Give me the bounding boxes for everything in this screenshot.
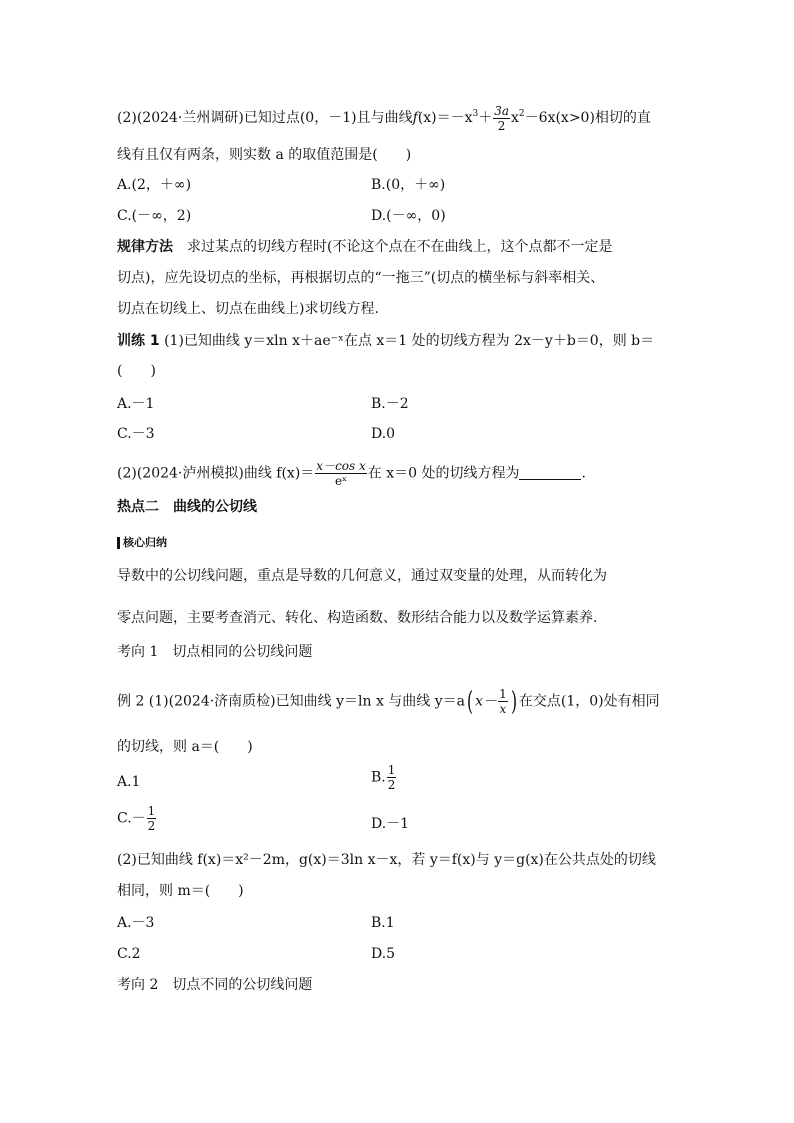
train1-label: 训练 1 [117, 333, 160, 349]
train1-q2-den: eˣ [334, 474, 348, 488]
q2-line-1-mid: (x)＝－x [417, 110, 473, 126]
ex2-option-c-fraction [147, 805, 157, 832]
train1-q2-line [117, 460, 586, 487]
q2-option-d: D.(－∞，0) [371, 208, 446, 224]
core-line-2: 零点问题，主要考查消元、转化、构造函数、数形结合能力以及数学运算素养. [117, 610, 598, 626]
ex2-option-c-label: C.－ [117, 810, 146, 827]
ex2-option-a: A.1 [117, 774, 141, 790]
train1-option-b: B.－2 [371, 396, 409, 412]
answer-blank [519, 465, 581, 480]
ex2-line-1-post: 在交点(1，0)处有相同 [518, 693, 660, 710]
ex2-frac-den: x [499, 702, 507, 716]
ex2-q2-option-d: D.5 [371, 946, 396, 962]
train1-option-a: A.－1 [117, 396, 155, 412]
method-line-3: 切点在切线上、切点在曲线上)求切线方程. [117, 301, 379, 317]
ex2-q2-option-a: A.－3 [117, 915, 155, 931]
ex2-q2-option-b: B.1 [371, 915, 395, 931]
method-line-1 [117, 237, 612, 257]
ex2-line-2: 的切线，则 a＝( ) [117, 739, 253, 755]
ex2-line-1: 例 2 (1)(2024·济南质检)已知曲线 y＝ln x 与曲线 y＝a( x－ $\frac{1}{x}$ ) 在交点(1，0)处有相同 [117, 686, 660, 717]
ex2-line-1-pre: 例 2 (1)(2024·济南质检)已知曲线 y＝ln x 与曲线 y＝a [117, 693, 465, 710]
train1-line-1 [117, 331, 654, 351]
ex2-option-c-num: 1 [147, 804, 156, 818]
q2-option-a: A.(2，＋∞) [117, 177, 192, 193]
train1-q2-post: 在 x＝0 处的切线方程为 [367, 465, 520, 482]
q2-fraction [493, 105, 510, 132]
q2-frac-den: 2 [497, 118, 506, 133]
direction-2: 考向 2 切点不同的公切线问题 [117, 977, 313, 993]
ex2-option-c-den: 2 [147, 819, 156, 833]
ex2-option-b [371, 764, 397, 791]
method-line-2: 切点)，应先设切点的坐标，再根据切点的“一拖三”(切点的横坐标与斜率相关、 [117, 270, 605, 286]
ex2-option-b-label: B. [371, 769, 386, 786]
ex2-q2-option-c: C.2 [117, 946, 141, 962]
ex2-option-b-den: 2 [387, 778, 396, 792]
q2-line-1-pre: (2)(2024·兰州调研)已知过点(0，－1)且与曲线 [117, 110, 413, 126]
core-tag: 核心归纳 [117, 536, 167, 550]
q2-option-b: B.(0，＋∞) [371, 177, 446, 193]
q2-line-2: 线有且仅有两条，则实数 a 的取值范围是( ) [117, 147, 412, 163]
q2-line-1-tail: －6x(x>0)相切的直 [524, 110, 651, 126]
ex2-inner: x－ [475, 693, 498, 710]
ex2-q2-line-2: 相同，则 m＝( ) [117, 883, 244, 899]
hot2-title: 曲线的公切线 [173, 499, 257, 515]
ex2-option-b-fraction [387, 764, 397, 791]
train1-q2-pre: (2)(2024·泸州模拟)曲线 f(x)＝ [117, 465, 315, 482]
train1-option-c: C.－3 [117, 426, 155, 442]
q2-line-1: (2)(2024·兰州调研)已知过点(0，－1)且与曲线$f(x)=-x^3+$ $\frac{3a}{2}$ $x^2-6x(x>0)$相切的直 [117, 103, 651, 133]
ex2-fraction [498, 688, 508, 715]
direction-1: 考向 1 切点相同的公切线问题 [117, 644, 313, 660]
hot2-label: 热点二 [117, 499, 159, 515]
hot2-heading [117, 497, 257, 517]
core-line-1: 导数中的公切线问题，重点是导数的几何意义，通过双变量的处理，从而转化为 [117, 568, 607, 584]
ex2-option-d: D.－1 [371, 816, 410, 832]
train1-line-2: ( ) [117, 363, 156, 379]
method-label: 规律方法 [117, 239, 173, 255]
train1-q2-num: x－cos x [316, 459, 366, 473]
train1-q2-end: . [581, 465, 586, 482]
q2-option-c: C.(－∞，2) [117, 208, 192, 224]
q2-func-name: f [412, 110, 418, 126]
ex2-frac-num: 1 [499, 687, 507, 701]
q2-line-1-post: x [511, 110, 519, 126]
train1-option-d: D.0 [371, 426, 396, 442]
ex2-option-c [117, 805, 157, 832]
ex2-q2-line-1: (2)已知曲线 f(x)＝x²－2m，g(x)＝3ln x－x，若 y＝f(x)与 y＝g(x)在公共点处的切线 [117, 852, 656, 868]
train1-text-1: (1)已知曲线 y＝xln x＋ae⁻ˣ在点 x＝1 处的切线方程为 2x－y＋b＝0，则 b＝ [164, 333, 655, 349]
q2-frac-num: 3a [494, 103, 510, 118]
ex2-option-b-num: 1 [387, 763, 396, 777]
train1-q2-fraction [315, 460, 366, 487]
method-text-1: 求过某点的切线方程时(不论这个点在不在曲线上，这个点都不一定是 [187, 239, 613, 255]
